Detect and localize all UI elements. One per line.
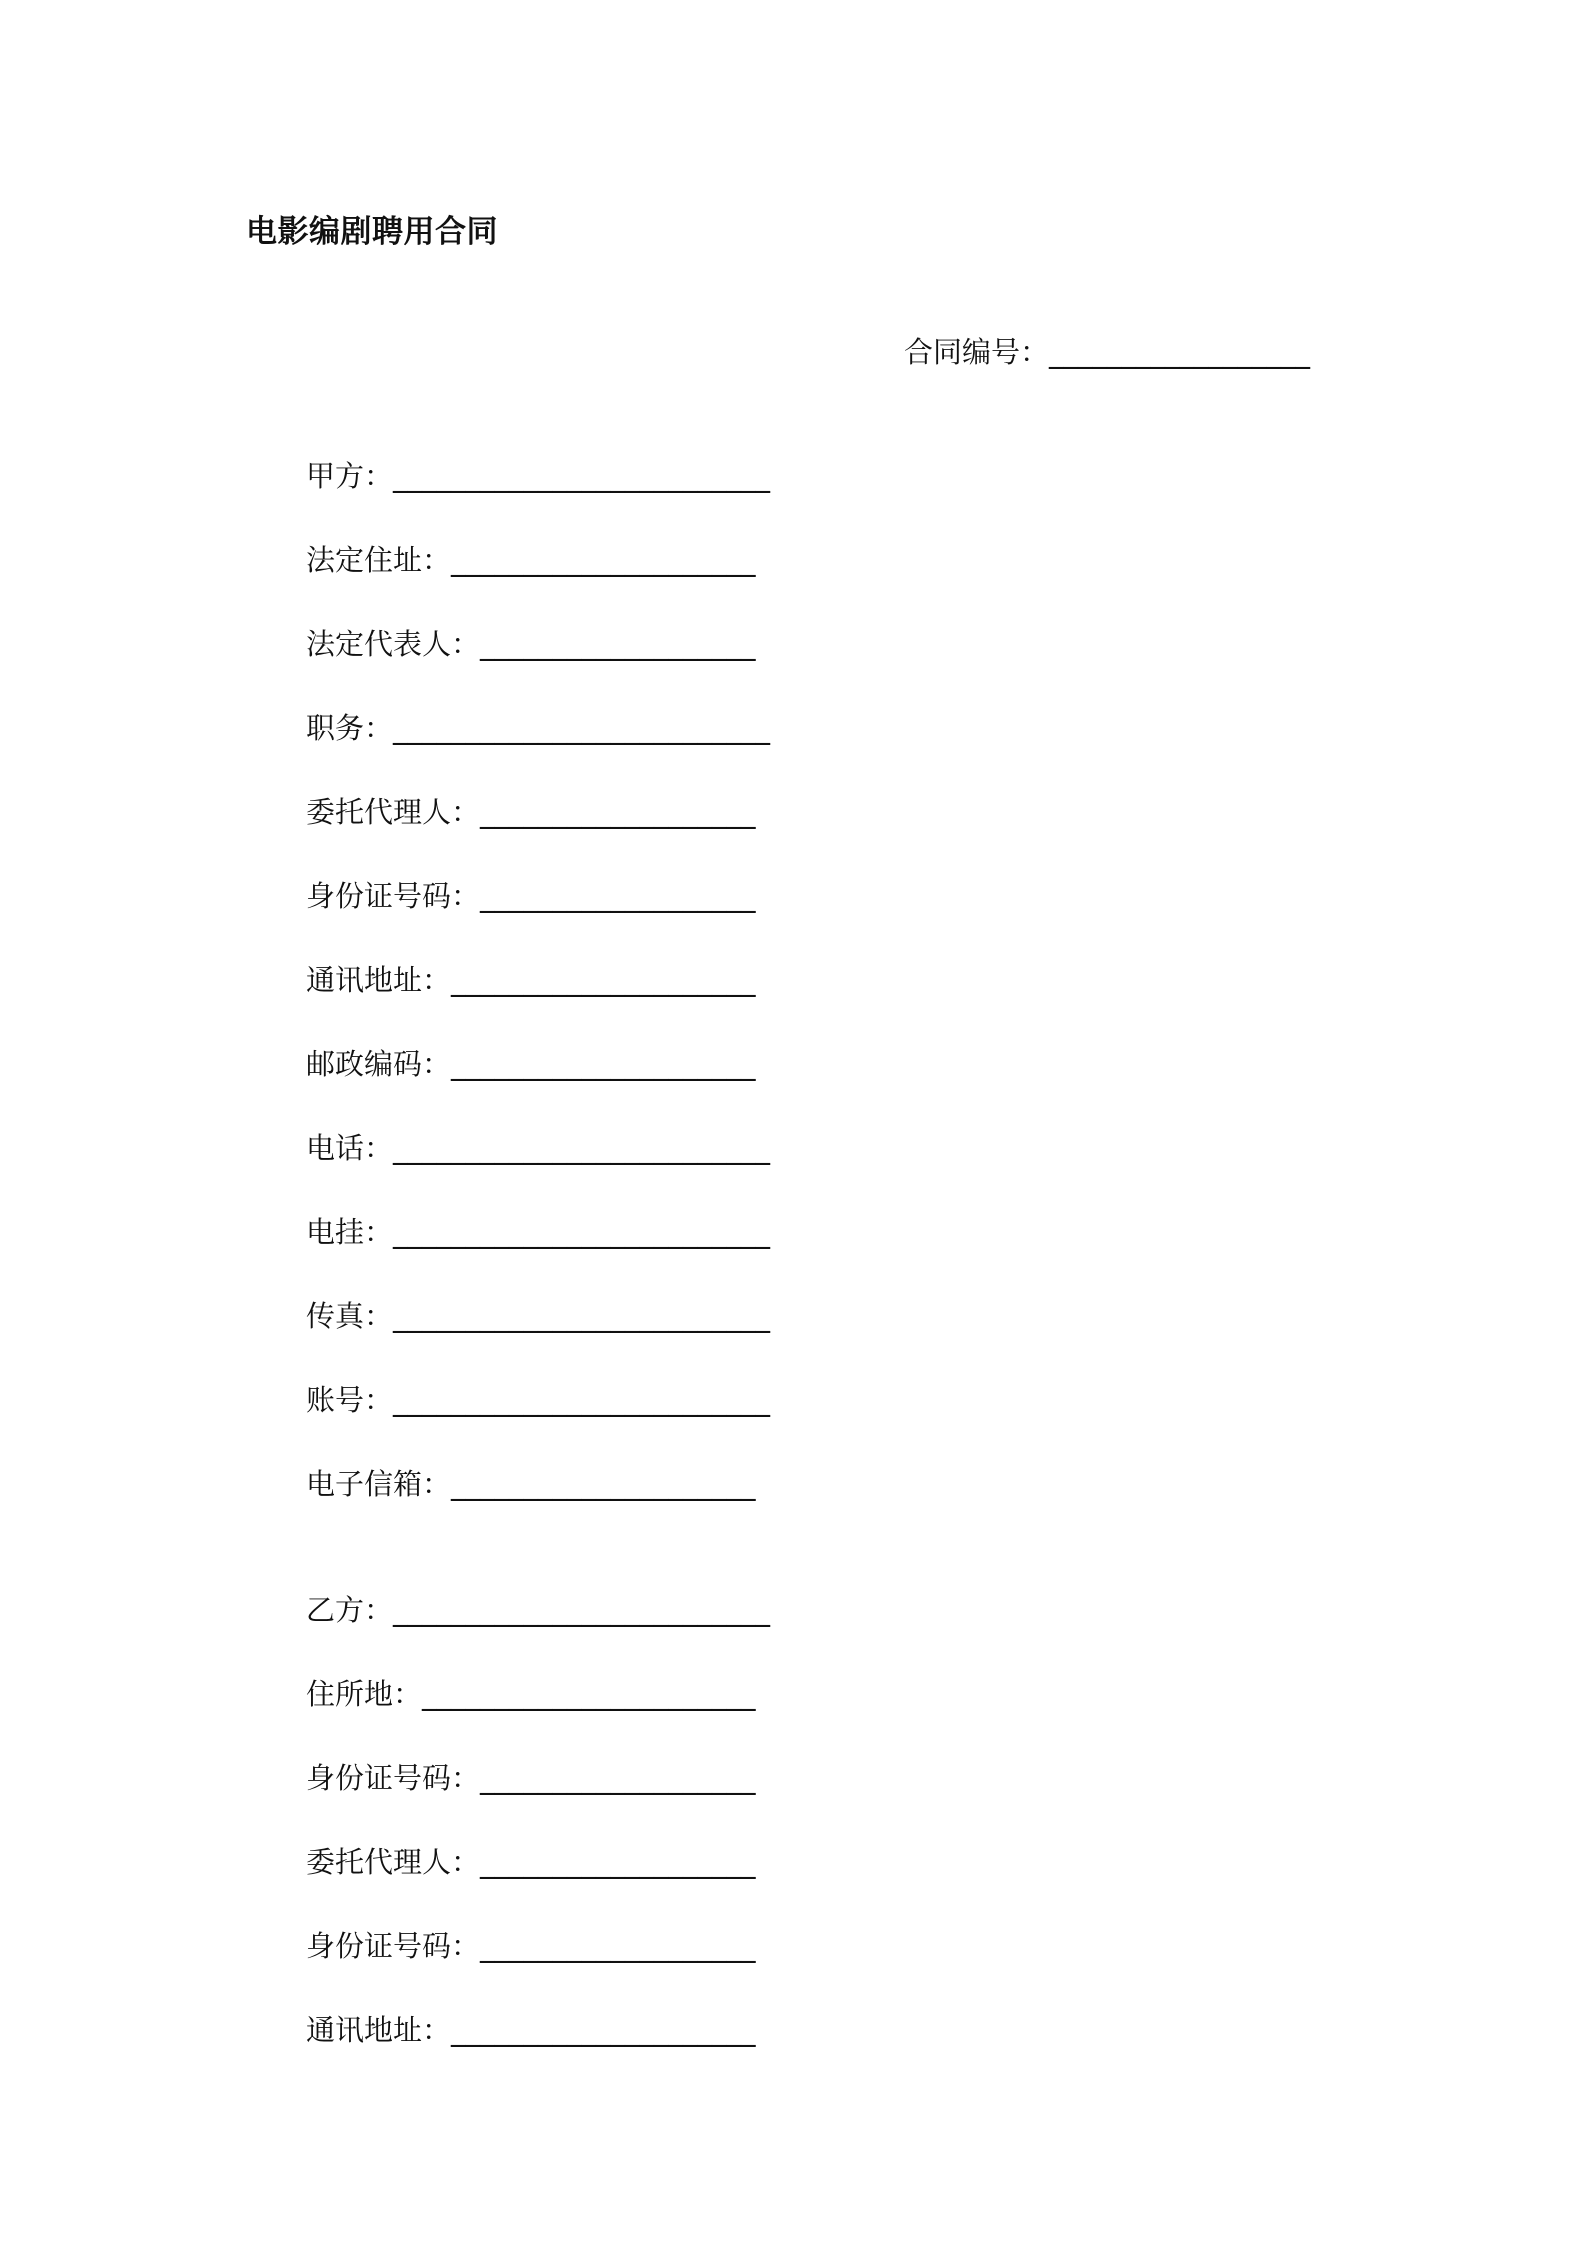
field-agent-b	[306, 1842, 756, 1882]
field-label: 法定代表人：	[306, 627, 481, 661]
field-label: 身份证号码：	[306, 879, 481, 913]
field-blank: ___________________	[480, 1761, 756, 1795]
field-label: 职务：	[306, 711, 394, 745]
field-blank: _____________________	[451, 963, 756, 997]
field-party-b	[306, 1590, 770, 1630]
field-agent-id-number-b	[306, 1926, 756, 1966]
contract-number-line	[904, 330, 1310, 371]
field-phone	[306, 1128, 770, 1168]
field-id-number-a	[306, 876, 756, 916]
field-label: 邮政编码：	[306, 1047, 452, 1081]
field-blank: __________________________	[393, 1215, 771, 1249]
field-residence	[306, 1674, 756, 1714]
field-blank: ___________________	[480, 1929, 756, 1963]
contract-number-label: 合同编号：	[904, 335, 1050, 369]
field-blank: __________________________	[393, 1593, 771, 1627]
contract-number-blank: __________________	[1049, 335, 1311, 369]
field-blank: _____________________	[451, 1047, 756, 1081]
field-party-a	[306, 456, 770, 496]
field-label: 住所地：	[306, 1677, 423, 1711]
field-agent-a	[306, 792, 756, 832]
field-blank: __________________________	[393, 459, 771, 493]
field-blank: _____________________	[451, 2013, 756, 2047]
field-postal-code	[306, 1044, 756, 1084]
field-label: 身份证号码：	[306, 1929, 481, 1963]
field-fax	[306, 1296, 770, 1336]
field-blank: __________________________	[393, 711, 771, 745]
field-label: 通讯地址：	[306, 2013, 452, 2047]
field-legal-representative	[306, 624, 756, 664]
field-blank: ___________________	[480, 879, 756, 913]
field-telegraph	[306, 1212, 770, 1252]
field-label: 委托代理人：	[306, 795, 481, 829]
field-label: 通讯地址：	[306, 963, 452, 997]
field-position	[306, 708, 770, 748]
field-blank: _____________________	[451, 1467, 756, 1501]
field-blank: ___________________	[480, 627, 756, 661]
field-label: 传真：	[306, 1299, 394, 1333]
field-blank: ___________________	[480, 1845, 756, 1879]
field-blank: ___________________	[480, 795, 756, 829]
field-mailing-address-b	[306, 2010, 756, 2050]
field-mailing-address-a	[306, 960, 756, 1000]
field-email	[306, 1464, 756, 1504]
field-label: 委托代理人：	[306, 1845, 481, 1879]
field-blank: __________________________	[393, 1131, 771, 1165]
field-blank: _______________________	[422, 1677, 756, 1711]
field-label: 电子信箱：	[306, 1467, 452, 1501]
field-label: 账号：	[306, 1383, 394, 1417]
field-legal-address	[306, 540, 756, 580]
document-title: 电影编剧聘用合同	[246, 214, 498, 250]
field-label: 电挂：	[306, 1215, 394, 1249]
field-label: 乙方：	[306, 1593, 394, 1627]
field-label: 甲方：	[306, 459, 394, 493]
field-label: 法定住址：	[306, 543, 452, 577]
field-blank: __________________________	[393, 1383, 771, 1417]
field-blank: __________________________	[393, 1299, 771, 1333]
field-label: 身份证号码：	[306, 1761, 481, 1795]
field-account	[306, 1380, 770, 1420]
field-label: 电话：	[306, 1131, 394, 1165]
field-blank: _____________________	[451, 543, 756, 577]
field-id-number-b	[306, 1758, 756, 1798]
